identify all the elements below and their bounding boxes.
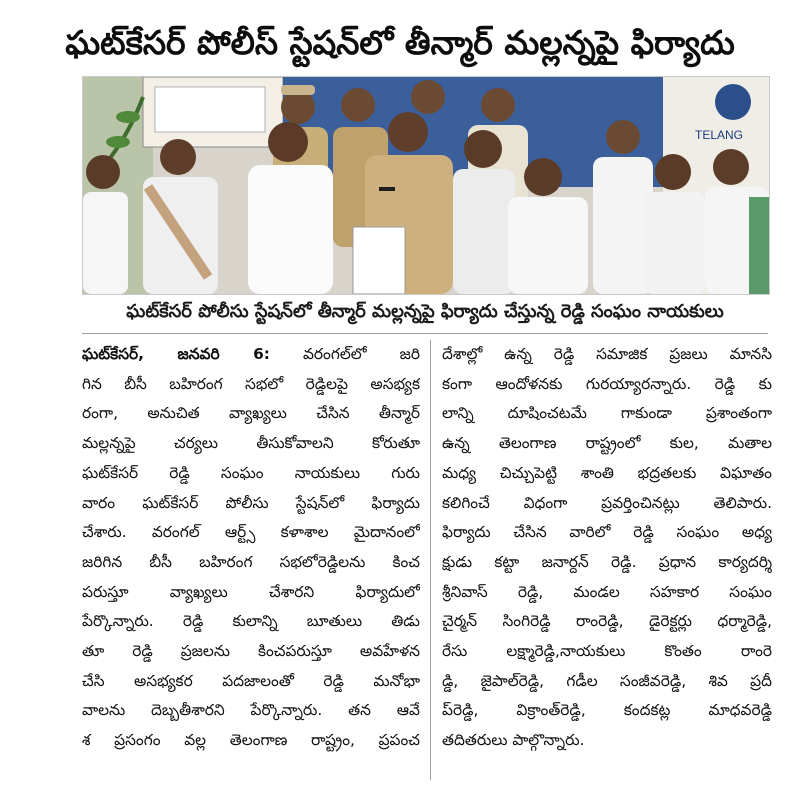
- article-line: జరిగిన బీసీ బహిరంగ సభలోరెడ్డిలను కించ: [82, 552, 420, 571]
- article-column-left: [82, 340, 420, 785]
- article-line: రంగా, అనుచిత వ్యాఖ్యలు చేసిన తీన్మార్: [82, 404, 420, 423]
- article-line: రేసు లక్ష్మారెడ్డి,నాయకులు కొంతం రాంరె: [442, 642, 772, 661]
- article-line: చేసి అసభ్యకర పదజాలంతో రెడ్డి మనోభా: [82, 671, 420, 690]
- photo-caption: ఘట్‌కేసర్ పోలీసు స్టేషన్‌లో తీన్మార్ మల్లన్నపై ఫిర్యాదు చేస్తున్న రెడ్డి సంఘం నాయకులు: [126, 300, 724, 322]
- article-line: ఫిర్యాదు చేసిన వారిలో రెడ్డి సంఘం అధ్య: [442, 523, 772, 542]
- article-line: పేర్కొన్నారు. రెడ్డి కులాన్ని బూతులు తిడు: [82, 612, 420, 631]
- article-line: పరుస్తూ వ్యాఖ్యలు చేశారని ఫిర్యాదులో: [82, 582, 420, 601]
- article-line: చేశారు. వరంగల్ ఆర్ట్స్ కళాశాల మైదానంలో: [82, 523, 420, 542]
- article-line: మధ్య చిచ్చుపెట్టి శాంతి భద్రతలకు విఘాతం: [442, 463, 772, 482]
- article-line: దేశాల్లో ఉన్న రెడ్డి సమాజిక ప్రజలు మానసి: [442, 345, 772, 363]
- article-line: గిన బీసీ బహిరంగ సభలో రెడ్డిలపై అసభ్యక: [82, 374, 420, 393]
- article-headline: ఘట్‌కేసర్ పోలీస్ స్టేషన్‌లో తీన్మార్ మల్లన్నపై ఫిర్యాదు: [65, 22, 735, 62]
- article-line: క్షుడు కట్టా జనార్దన్ రెడ్డి. ప్రధాన కార్యదర్శి: [442, 552, 772, 571]
- article-line: వారం ఘట్‌కేసర్ పోలీసు స్టేషన్‌లో ఫిర్యాదు: [82, 493, 420, 512]
- article-line: వాలను దెబ్బతీశారని పేర్కొన్నారు. తన ఆవే: [82, 701, 420, 720]
- photo-sign-text: TELANG: [695, 128, 744, 142]
- photo-illustration: [83, 77, 769, 294]
- article-line: ప్‌రెడ్డి, విక్రాంత్‌రెడ్డి, కందకట్ల మాధవరెడ్డి: [442, 701, 772, 720]
- caption-divider: [82, 333, 768, 334]
- article-line: ఉన్న తెలంగాణ రాష్ట్రంలో కుల, మతాల: [442, 434, 772, 453]
- article-line: ఘట్‌కేసర్, జనవరి 6: వరంగల్‌లో జరి: [82, 345, 420, 363]
- article-line: మల్లన్నపై చర్యలు తీసుకోవాలని కోరుతూ: [82, 434, 420, 453]
- article-line: తూ రెడ్డి ప్రజలను కించపరుస్తూ అవహేళన: [82, 642, 420, 661]
- article-line: చైర్మన్ సింగిరెడ్డి రాంరెడ్డి, డైరెక్టర్లు ధర్మారెడ్డి,: [442, 612, 772, 631]
- news-photo: [82, 76, 770, 295]
- article-line: శ్రీనివాస్ రెడ్డి, మండల సహకార సంఘం: [442, 582, 772, 601]
- article-column-right: [442, 340, 772, 785]
- article-line: కలిగించే విధంగా ప్రవర్తించినట్లు తెలిపారు.: [442, 493, 772, 512]
- article-line: తదితరులు పాల్గొన్నారు.: [442, 731, 585, 750]
- article-dateline: ఘట్‌కేసర్, జనవరి 6:: [82, 345, 270, 363]
- article-line: కంగా ఆందోళనకు గురయ్యారన్నారు. రెడ్డి కు: [442, 374, 772, 393]
- article-line: ఘట్‌కేసర్ రెడ్డి సంఘం నాయకులు గురు: [82, 463, 420, 482]
- column-divider: [430, 340, 431, 780]
- article-line: డ్డి, జైపాల్‌రెడ్డి, గడీల సంజీవరెడ్డి, శివ ప్రదీ: [442, 671, 772, 690]
- article-line: శ ప్రసంగం వల్ల తెలంగాణ రాష్ట్రం, ప్రపంచ: [82, 731, 420, 750]
- article-line: లాన్ని దూషించటమే గాకుండా ప్రశాంతంగా: [442, 404, 772, 423]
